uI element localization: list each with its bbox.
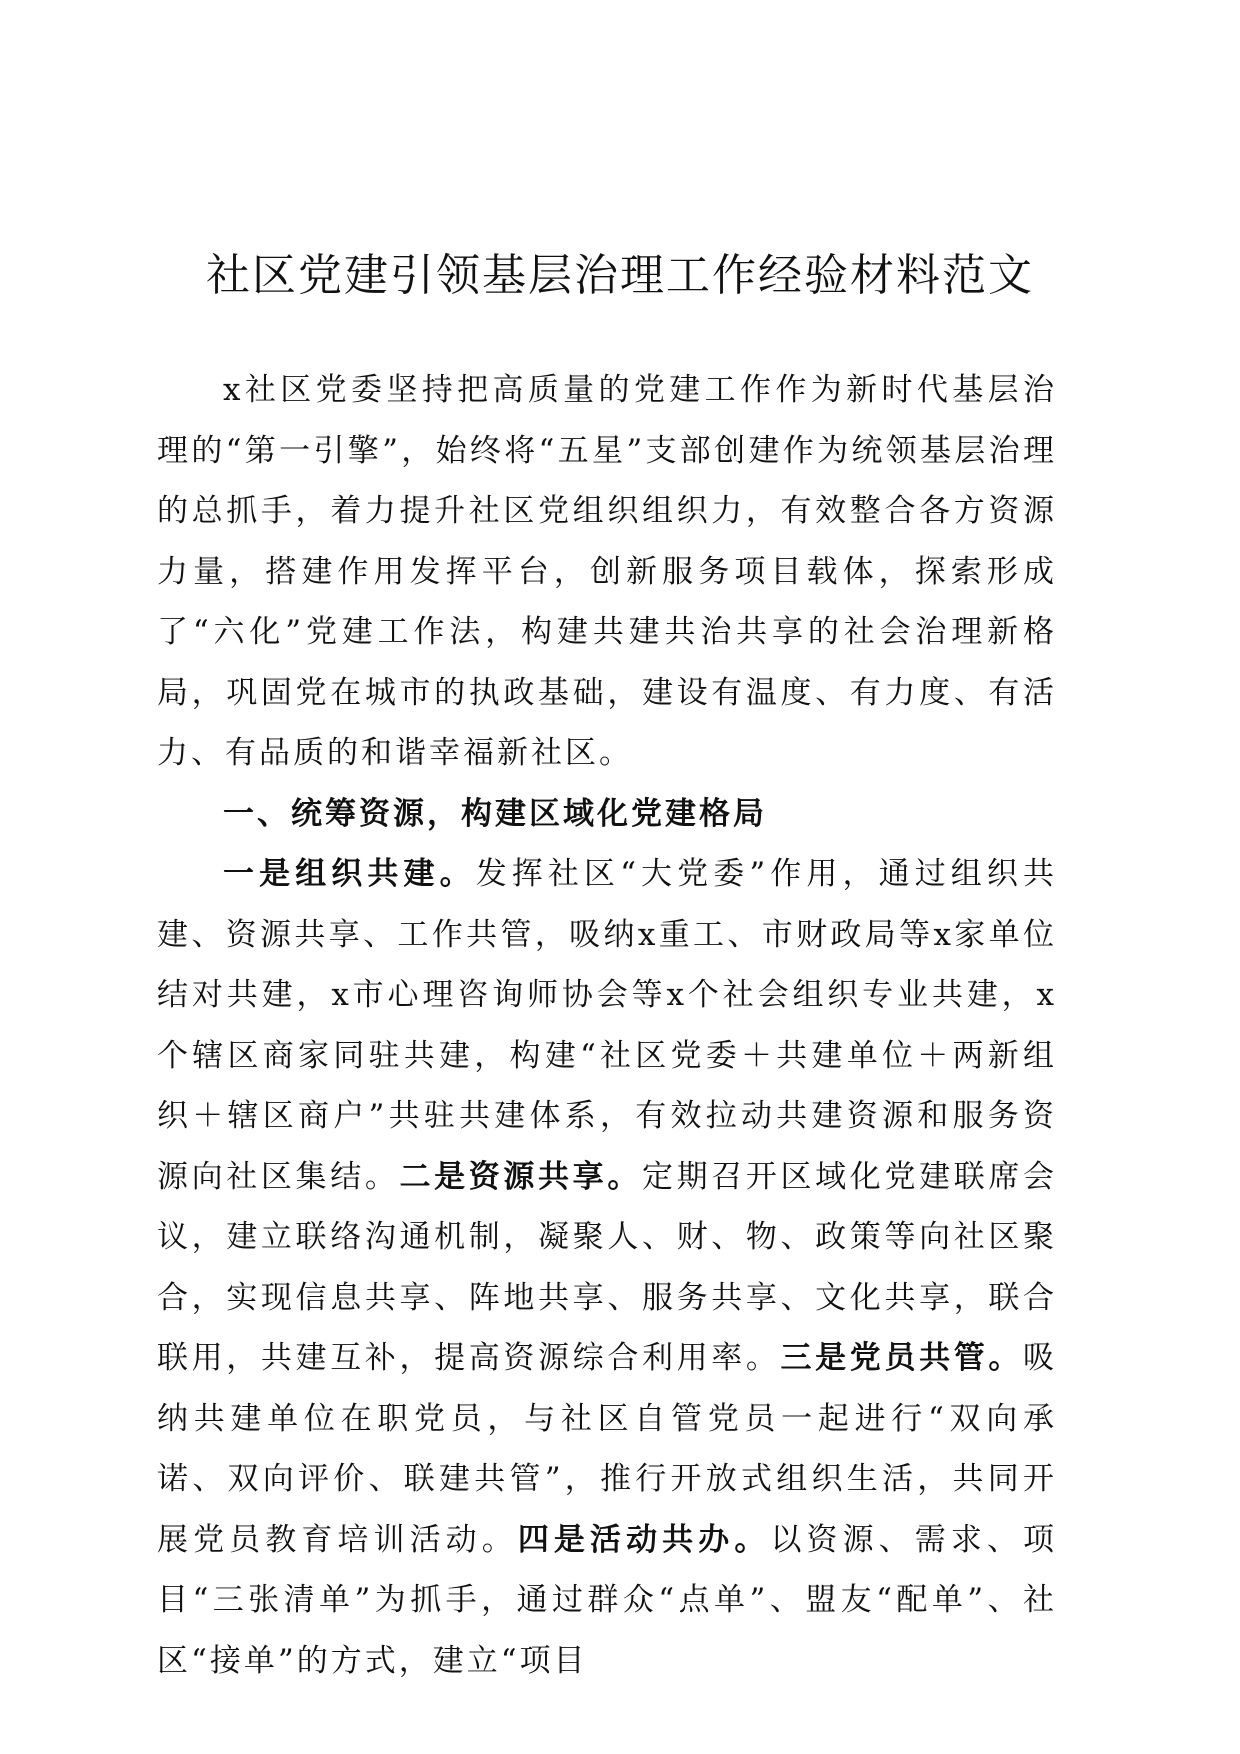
section-paragraph (157, 844, 1057, 1691)
intro-paragraph: x社区党委坚持把高质量的党建工作作为新时代基层治理的“第一引擎”，始终将“五星”支部创建作为统领基层治理的总抓手，着力提升社区党组织组织力，有效整合各方资源力量，搭建作用发挥平台，创新服务项目载体，探索形成了“六化”党建工作法，构建共建共治共享的社会治理新格局，巩固党在城市的执政基础，建设有温度、有力度、有活力、有品质的和谐幸福新社区。 (157, 372, 1057, 771)
section-heading: 一、统筹资源，构建区域化党建格局 (223, 795, 767, 832)
document-title: 社区党建引领基层治理工作经验材料范文 (206, 250, 1034, 301)
point-four-text: 以资源、需求、项目“三张清单”为抓手，通过群众“点单”、盟友“配单”、社区“接单”的方式，建立“项目 (157, 1521, 1058, 1679)
document-body (157, 360, 1057, 1691)
point-one-text: 发挥社区“大党委”作用，通过组织共建、资源共享、工作共管，吸纳x重工、市财政局等x家单位结对共建，x市心理咨询师协会等x个社会组织专业共建，x个辖区商家同驻共建，构建“社区党委＋共建单位＋两新组织＋辖区商户”共驻共建体系，有效拉动共建资源和服务资源向社区集结。 (157, 856, 1057, 1195)
point-two-label: 二是资源共享。 (399, 1158, 642, 1195)
point-three-text: 吸纳共建单位在职党员，与社区自管党员一起进行“双向承诺、双向评价、联建共管”，推行开放式组织生活，共同开展党员教育培训活动。 (157, 1340, 1058, 1558)
point-one-label: 一是组织共建。 (223, 856, 476, 892)
point-two-text: 定期召开区域化党建联席会议，建立联络沟通机制，凝聚人、财、物、政策等向社区聚合，实现信息共享、阵地共享、服务共享、文化共享，联合联用，共建互补，提高资源综合利用率。 (157, 1158, 1058, 1376)
point-three-label: 三是党员共管。 (780, 1340, 1024, 1376)
point-four-label: 四是活动共办。 (517, 1521, 771, 1558)
